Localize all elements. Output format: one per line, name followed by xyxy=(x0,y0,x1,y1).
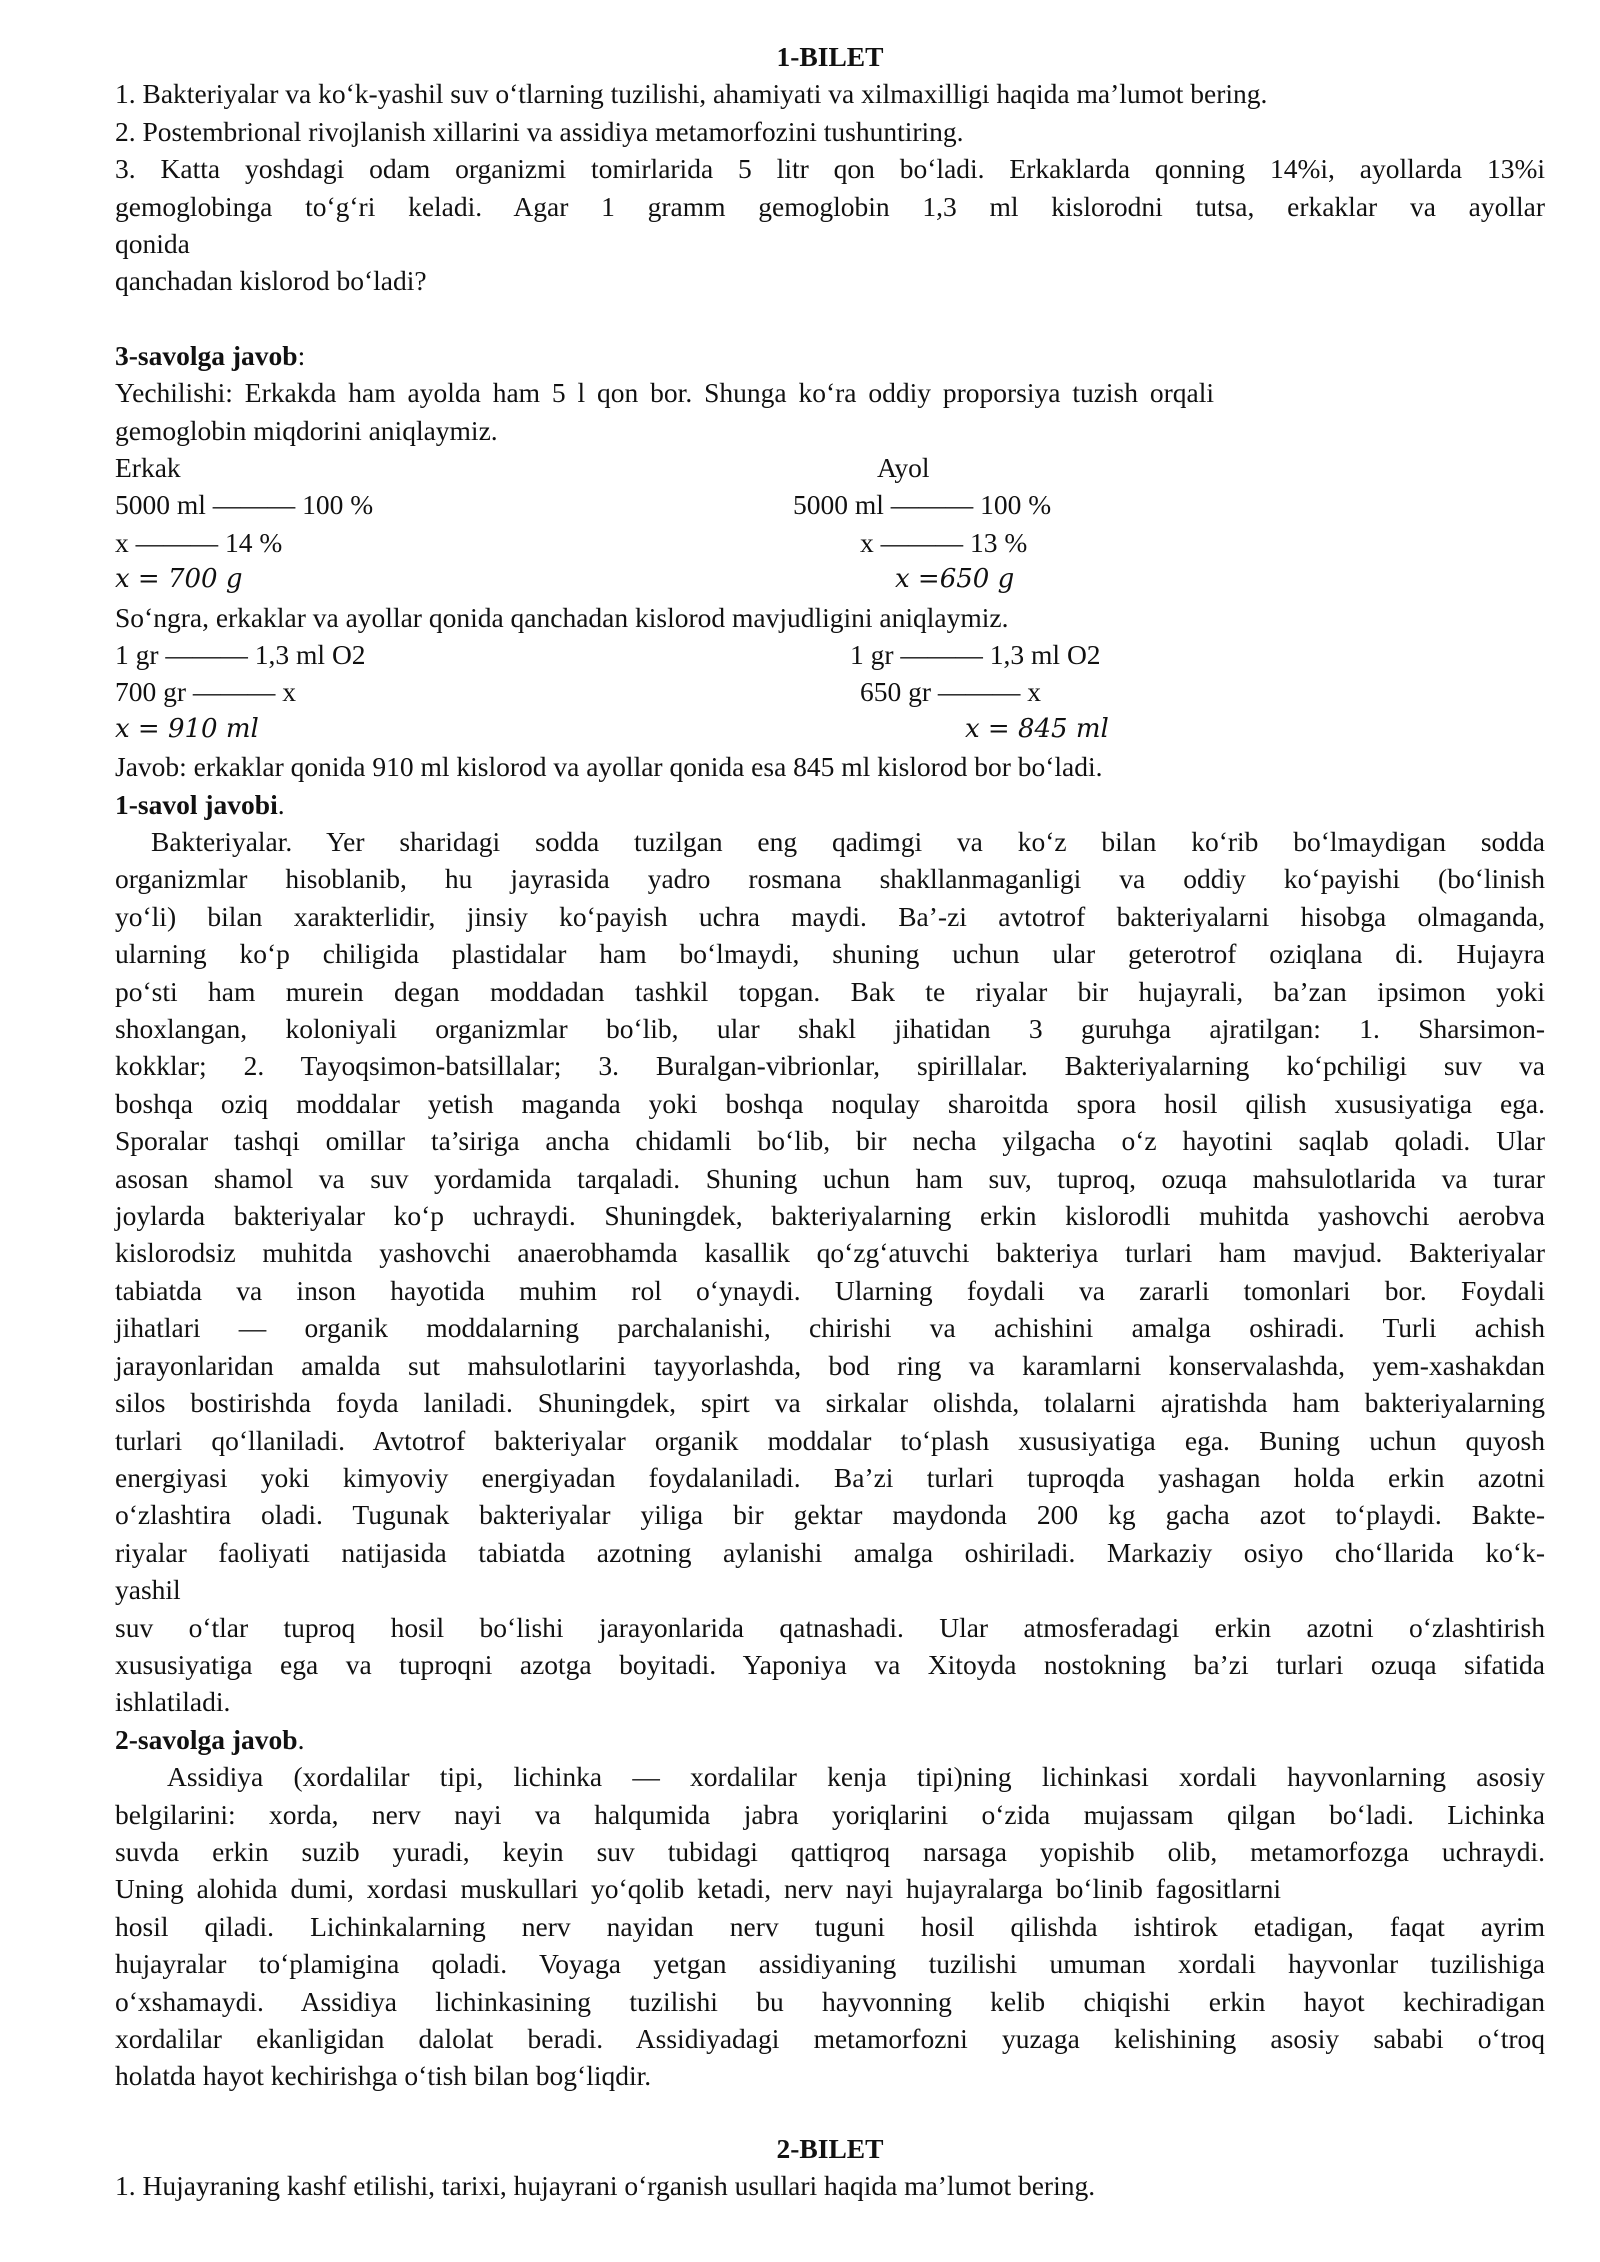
answer-3-mid-text: So‘ngra, erkaklar va ayollar qonida qanchadan kislorod mavjudligini aniqlaymiz. xyxy=(115,601,1009,633)
answer-1-line: o‘zlashtira oladi. Tugunak bakteriyalar yiliga bir gektar maydonda 200 kg gacha azot to‘playdi. Bakte- xyxy=(115,1499,1545,1531)
calc-left: 5000 ml ——— 100 % xyxy=(115,489,374,521)
answer-2-line: suvda erkin suzib yuradi, keyin suv tubidagi qattiqroq narsaga yopishib olib, metamorfozga uchraydi. xyxy=(115,1835,1545,1867)
document-content xyxy=(115,38,1545,2205)
answer-1-line: Bakteriyalar. Yer sharidagi sodda tuzilgan eng qadimgi va ko‘z bilan ko‘rib bo‘lmaydigan sodda xyxy=(151,826,1545,858)
answer-2-line: Assidiya (xordalilar tipi, lichinka — xordalilar kenja tipi)ning lichinkasi xordali hayvonlarning asosiy xyxy=(167,1761,1545,1793)
answer-1-line: yashil xyxy=(115,1574,181,1606)
calc-row xyxy=(115,711,1545,748)
answer-1-line: ishlatiladi. xyxy=(115,1686,231,1718)
answer-3-intro-line: gemoglobin miqdorini aniqlaymiz. xyxy=(115,414,498,446)
answer-1-line: shoxlangan, koloniyali organizmlar bo‘lib, ular shakl jihatidan 3 guruhga ajratilgan: 1. Sharsimon- xyxy=(115,1013,1545,1045)
answer-2-line: Uning alohida dumi, xordasi muskullari yo‘qolib ketadi, nerv nayi hujayralarga bo‘linib fagositlarni xyxy=(115,1873,1282,1905)
calc-result-left: 𝑥 = 700 𝑔 xyxy=(115,564,243,595)
calc-result-right: 𝑥 =650 𝑔 xyxy=(895,564,1015,595)
answer-3-heading xyxy=(115,337,1545,374)
bilet-2-question-1: 1. Hujayraning kashf etilishi, tarixi, hujayrani o‘rganish usullari haqida ma’lumot bering. xyxy=(115,2170,1096,2202)
calc-result-right: 𝑥 = 845 𝑚𝑙 xyxy=(965,713,1109,744)
calc-row xyxy=(115,636,1545,673)
calc-right: 650 gr ——— x xyxy=(860,676,1042,708)
answer-2-heading xyxy=(115,1721,1545,1758)
bilet-1-title: 1-BILET xyxy=(776,41,884,72)
answer-1-line: yo‘li) bilan xarakterlidir, jinsiy ko‘payish uchra maydi. Ba’-zi avtotrof bakteriyalarni hisobga olmaganda, xyxy=(115,900,1545,932)
answer-1-line: ularning ko‘p chiligida plastidalar ham bo‘lmaydi, shuning uchun ular geterotrof oziqlana di. Hujayra xyxy=(115,938,1545,970)
answer-1-heading-text: 1-savol javobi xyxy=(115,788,278,820)
calc-row xyxy=(115,486,1545,523)
bilet-2-title: 2-BILET xyxy=(776,2132,884,2164)
answer-1-line: energiyasi yoki kimyoviy energiyadan foydalaniladi. Ba’zi turlari tuproqda yashagan holda erkin azotni xyxy=(115,1461,1545,1493)
calc-right: x ——— 13 % xyxy=(860,526,1028,558)
answer-3-intro-line: Yechilishi: Erkakda ham ayolda ham 5 l qon bor. Shunga ko‘ra oddiy proporsiya tuzish orqali xyxy=(115,377,1215,409)
answer-3-heading-text: 3-savolga javob xyxy=(115,339,298,371)
answer-1-line: kokklar; 2. Tayoqsimon-batsillalar; 3. Buralgan-vibrionlar, spirillalar. Bakteriyalarning ko‘pchiligi suv va xyxy=(115,1050,1545,1082)
answer-3-heading-suffix: : xyxy=(297,339,306,371)
question-3-line: gemoglobinga to‘g‘ri keladi. Agar 1 gramm gemoglobin 1,3 ml kislorodni tutsa, erkaklar va ayollar xyxy=(115,190,1545,222)
answer-3-section xyxy=(115,337,1545,786)
answer-1-line: boshqa oziq moddalar yetish maganda yoki boshqa noqulay sharoitda spora hosil qilish xususiyatiga ega. xyxy=(115,1087,1545,1119)
answer-2-heading-suffix: . xyxy=(297,1723,305,1755)
answer-2-line: o‘xshamaydi. Assidiya lichinkasining tuzilishi bu hayvonning kelib chiqishi erkin hayot kechiradigan xyxy=(115,1985,1545,2017)
answer-2-line: hujayralar to‘plamigina qoladi. Voyaga yetgan assidiyaning tuzilishi umuman xordali hayvonlar tuzilishiga xyxy=(115,1948,1545,1980)
question-3-line: 3. Katta yoshdagi odam organizmi tomirlarida 5 litr qon bo‘ladi. Erkaklarda qonning 14%i, ayollarda 13%i xyxy=(115,153,1545,185)
answer-1-line: organizmlar hisoblanib, hu jayrasida yadro rosmana shakllanmaganligi va oddiy ko‘payishi (bo‘linish xyxy=(115,863,1545,895)
answer-1-line: po‘sti ham murein degan moddadan tashkil topgan. Bak te riyalar bir hujayrali, ba’zan ipsimon yoki xyxy=(115,975,1545,1007)
question-3-line: qonida xyxy=(115,228,190,260)
answer-1-line: joylarda bakteriyalar ko‘p uchraydi. Shuningdek, bakteriyalarning erkin kislorodli muhitda yashovchi aerobva xyxy=(115,1200,1545,1232)
answer-3-final: Javob: erkaklar qonida 910 ml kislorod va ayollar qonida esa 845 ml kislorod bor bo‘ladi. xyxy=(115,751,1103,783)
answer-1-section xyxy=(115,786,1545,1721)
calc-right: Ayol xyxy=(877,452,930,484)
calc-row xyxy=(115,524,1545,561)
calc-left: Erkak xyxy=(115,452,181,484)
answer-1-line: silos bostirishda foyda laniladi. Shuningdek, spirt va sirkalar olishda, tolalarni ajratishda ham bakteriyalarning xyxy=(115,1387,1545,1419)
question-3-line: qanchadan kislorod bo‘ladi? xyxy=(115,265,427,297)
answer-1-line: jihatlari — organik moddalarning parchalanishi, chirishi va achishini amalga oshiradi. Turli achish xyxy=(115,1312,1545,1344)
calc-right: 1 gr ——— 1,3 ml O2 xyxy=(850,639,1101,671)
answer-1-line: Sporalar tashqi omillar ta’siriga ancha chidamli bo‘lib, bir necha yilgacha o‘z hayotini saqlab qoladi. Ular xyxy=(115,1125,1545,1157)
answer-2-line: belgilarini: xorda, nerv nayi va halqumida jabra yoriqlarini o‘zida mujassam qilgan bo‘ladi. Lichinka xyxy=(115,1798,1545,1830)
answer-1-line: xususiyatiga ega va tuproqni azotga boyitadi. Yaponiya va Xitoyda nostokning ba’zi turlari ozuqa sifatida xyxy=(115,1648,1545,1680)
answer-2-heading-text: 2-savolga javob xyxy=(115,1723,298,1755)
calc-result-left: 𝑥 = 910 𝑚𝑙 xyxy=(115,713,259,744)
answer-1-line: riyalar faoliyati natijasida tabiatda azotning aylanishi amalga oshiriladi. Markaziy osiyo cho‘llarida ko‘k- xyxy=(115,1536,1545,1568)
answer-1-heading-suffix: . xyxy=(277,788,285,820)
bilet-1-question-2: 2. Postembrional rivojlanish xillarini va assidiya metamorfozini tushuntiring. xyxy=(115,115,964,147)
answer-2-line: hosil qiladi. Lichinkalarning nerv nayidan nerv tuguni hosil qilishda ishtirok etadigan, faqat ayrim xyxy=(115,1910,1545,1942)
answer-1-heading xyxy=(115,786,1545,823)
answer-2-line: xordalilar ekanligidan dalolat beradi. Assidiyadagi metamorfozni yuzaga kelishining asosiy sababi o‘troq xyxy=(115,2023,1545,2055)
answer-2-line: holatda hayot kechirishga o‘tish bilan bog‘liqdir. xyxy=(115,2060,652,2092)
calc-right: 5000 ml ——— 100 % xyxy=(793,489,1052,521)
calc-left: x ——— 14 % xyxy=(115,526,283,558)
bilet-1-question-3 xyxy=(115,150,1545,300)
answer-1-line: jarayonlaridan amalda sut mahsulotlarini tayyorlashda, bod ring va karamlarni konservalashda, yem-xashakdan xyxy=(115,1349,1545,1381)
answer-1-line: tabiatda va inson hayotida muhim rol o‘ynaydi. Ularning foydali va zararli tomonlari bor. Foydali xyxy=(115,1274,1545,1306)
calc-row xyxy=(115,673,1545,710)
calc-row xyxy=(115,449,1545,486)
answer-1-line: asosan shamol va suv yordamida tarqaladi. Shuning uchun ham suv, tuproq, ozuqa mahsulotlarida va turar xyxy=(115,1162,1545,1194)
answer-1-line: kislorodsiz muhitda yashovchi anaerobhamda kasallik qo‘zg‘atuvchi bakteriya turlari ham mavjud. Bakteriyalar xyxy=(115,1237,1545,1269)
bilet-1-question-1: 1. Bakteriyalar va ko‘k-yashil suv o‘tlarning tuzilishi, ahamiyati va xilmaxilligi haqida ma’lumot bering. xyxy=(115,78,1268,110)
answer-1-line: suv o‘tlar tuproq hosil bo‘lishi jarayonlarida qatnashadi. Ular atmosferadagi erkin azotni o‘zlashtirish xyxy=(115,1611,1545,1643)
answer-2-section xyxy=(115,1721,1545,2095)
answer-1-line: turlari qo‘llaniladi. Avtotrof bakteriyalar organik moddalar to‘plash xususiyatiga ega. Buning uchun quyosh xyxy=(115,1424,1545,1456)
calc-row xyxy=(115,561,1545,598)
calc-left: 700 gr ——— x xyxy=(115,676,297,708)
calc-left: 1 gr ——— 1,3 ml O2 xyxy=(115,639,366,671)
